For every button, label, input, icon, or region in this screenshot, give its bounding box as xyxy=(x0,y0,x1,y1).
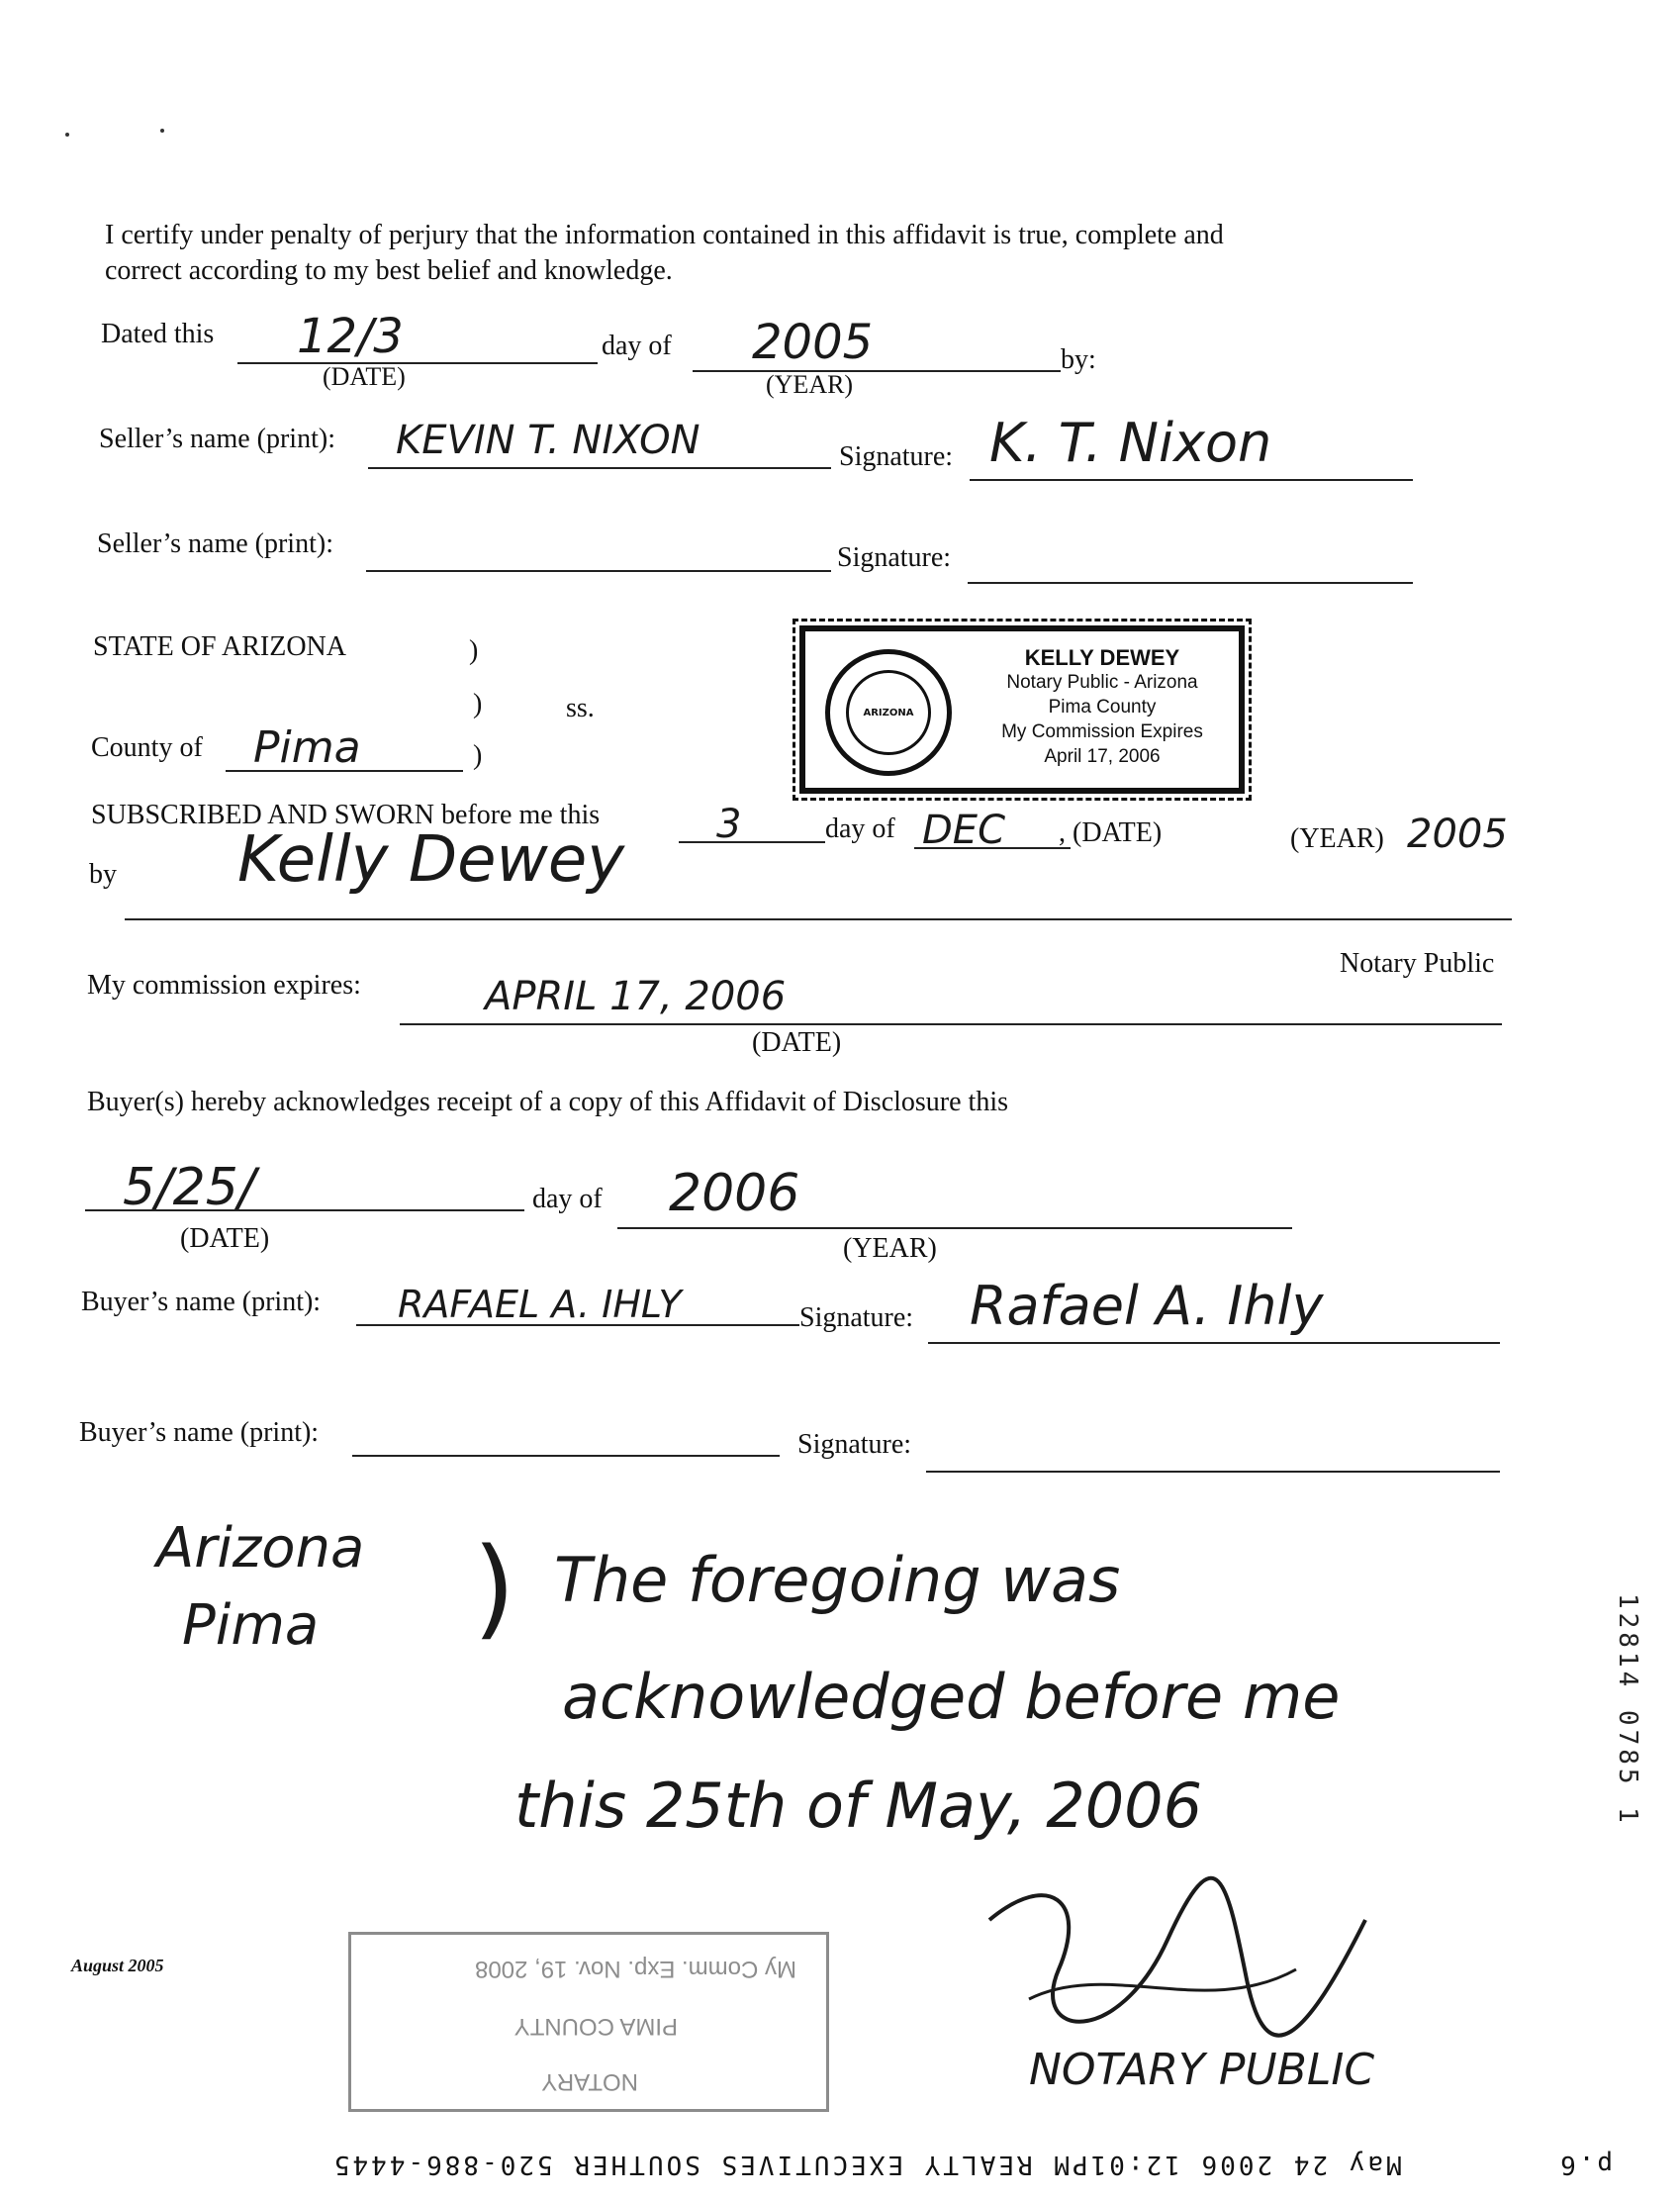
handwritten-notary-public: NOTARY PUBLIC xyxy=(1029,2045,1375,2095)
notary-stamp-line-5: April 17, 2006 xyxy=(1044,746,1161,767)
venue-paren-2: ) xyxy=(473,689,483,719)
buyer-2-name-label: Buyer’s name (print): xyxy=(79,1417,320,1448)
seller-1-name-label: Seller’s name (print): xyxy=(99,424,335,454)
buyer-1-signature[interactable]: Rafael A. Ihly xyxy=(970,1275,1324,1337)
buyer-ack-text: Buyer(s) hereby acknowledges receipt of a copy of this Affidavit of Disclosure this xyxy=(87,1087,1008,1117)
dated-year-caption: (YEAR) xyxy=(766,370,854,399)
buyer-ack-year-value[interactable]: 2006 xyxy=(669,1164,800,1223)
venue-ss: ss. xyxy=(566,693,595,723)
commission-value[interactable]: APRIL 17, 2006 xyxy=(485,974,787,1019)
notary-stamp-line-3: Pima County xyxy=(1048,697,1157,718)
handwritten-bracket: ) xyxy=(473,1524,515,1651)
seller-1-name-line xyxy=(368,467,831,469)
form-date: August 2005 xyxy=(71,1956,164,1975)
notary-stamp-text xyxy=(964,645,1241,769)
faded-stamp-line-1: NOTARY xyxy=(541,2068,638,2095)
fax-page: p.6 xyxy=(1557,2150,1613,2179)
handwritten-line-3: this 25th of May, 2006 xyxy=(514,1770,1203,1842)
venue-paren-1: ) xyxy=(469,635,479,666)
county-value[interactable]: Pima xyxy=(253,722,361,773)
side-document-number: 12814 0785 1 xyxy=(1613,1593,1642,1827)
dated-by-label: by: xyxy=(1061,344,1096,375)
subscribed-day-of-label: day of xyxy=(825,813,895,844)
notary-signature[interactable]: Kelly Dewey xyxy=(237,823,625,897)
dated-label: Dated this xyxy=(101,319,215,349)
buyer-ack-date-caption: (DATE) xyxy=(180,1223,270,1254)
dated-date-caption: (DATE) xyxy=(323,362,406,391)
subscribed-by-line xyxy=(125,918,1512,920)
commission-line xyxy=(400,1023,1502,1025)
scan-speck xyxy=(65,133,69,137)
seller-1-name-value[interactable]: KEVIN T. NIXON xyxy=(396,418,700,463)
faded-notary-stamp xyxy=(348,1932,829,2112)
buyer-ack-date-value[interactable]: 5/25/ xyxy=(123,1158,256,1217)
dated-date-line xyxy=(237,362,598,364)
commission-caption: (DATE) xyxy=(752,1027,842,1058)
subscribed-year-value[interactable]: 2005 xyxy=(1407,812,1508,857)
buyer-2-signature-label: Signature: xyxy=(797,1429,912,1460)
notary-stamp-name: KELLY DEWEY xyxy=(1024,645,1180,670)
buyer-2-signature-line xyxy=(926,1471,1500,1473)
county-label: County of xyxy=(91,732,203,763)
faded-stamp-line-3: My Comm. Exp. Nov. 19, 2008 xyxy=(474,1956,796,1982)
buyer-ack-year-caption: (YEAR) xyxy=(843,1233,937,1264)
notary-public-label: Notary Public xyxy=(1340,948,1495,979)
subscribed-month-value[interactable]: DEC xyxy=(922,808,1006,853)
seller-2-signature-line xyxy=(968,582,1413,584)
handwritten-venue-state: Arizona xyxy=(156,1516,365,1580)
subscribed-label: SUBSCRIBED AND SWORN before me this xyxy=(91,800,601,830)
dated-year-line xyxy=(693,370,1061,372)
subscribed-day-value[interactable]: 3 xyxy=(716,802,742,847)
subscribed-date-caption: , (DATE) xyxy=(1059,817,1163,848)
state-label: STATE OF ARIZONA xyxy=(93,631,346,662)
seller-1-signature-label: Signature: xyxy=(839,441,954,472)
buyer-1-name-label: Buyer’s name (print): xyxy=(81,1287,322,1317)
dated-year-value[interactable]: 2005 xyxy=(752,315,874,370)
seller-1-signature[interactable]: K. T. Nixon xyxy=(989,412,1272,474)
subscribed-year-caption: (YEAR) xyxy=(1290,823,1384,854)
notary-seal-icon xyxy=(825,649,952,776)
subscribed-by-label: by xyxy=(89,859,117,890)
seller-1-signature-line xyxy=(970,479,1413,481)
buyer-1-signature-line xyxy=(928,1342,1500,1344)
commission-label: My commission expires: xyxy=(87,970,361,1001)
fax-footer xyxy=(109,2150,1613,2179)
dated-day-of-label: day of xyxy=(602,331,672,361)
notary-stamp-line-2: Notary Public - Arizona xyxy=(1006,672,1198,693)
handwritten-line-1: The foregoing was xyxy=(554,1544,1121,1616)
seller-2-name-label: Seller’s name (print): xyxy=(97,528,333,559)
buyer-2-name-line xyxy=(352,1455,780,1457)
seller-2-signature-label: Signature: xyxy=(837,542,952,573)
subscribed-day-line xyxy=(679,841,825,843)
venue-paren-3: ) xyxy=(473,740,483,771)
buyer-1-name-value[interactable]: RAFAEL A. IHLY xyxy=(398,1283,682,1326)
notary-stamp xyxy=(799,625,1245,794)
notary-stamp-line-4: My Commission Expires xyxy=(1001,721,1203,742)
certification-line-2: correct according to my best belief and knowledge. xyxy=(105,255,673,286)
scan-speck xyxy=(160,129,164,133)
handwritten-venue-county: Pima xyxy=(182,1593,320,1658)
fax-header: May 24 2006 12:01PM REALTY EXECUTIVES SOUTHER 520-886-4445 xyxy=(330,2150,1402,2179)
faded-stamp-line-2: PIMA COUNTY xyxy=(513,2013,678,2040)
handwritten-line-2: acknowledged before me xyxy=(562,1661,1341,1733)
notary-seal-label: ARIZONA xyxy=(846,670,931,755)
handwritten-notary-signature-scribble xyxy=(970,1861,1405,2058)
certification-line-1: I certify under penalty of perjury that the information contained in this affidavit is true, complete and xyxy=(105,220,1224,250)
dated-date-value[interactable]: 12/3 xyxy=(297,309,404,364)
buyer-ack-day-of-label: day of xyxy=(532,1184,603,1214)
buyer-ack-year-line xyxy=(617,1227,1292,1229)
seller-2-name-line xyxy=(366,570,831,572)
buyer-1-signature-label: Signature: xyxy=(799,1302,914,1333)
